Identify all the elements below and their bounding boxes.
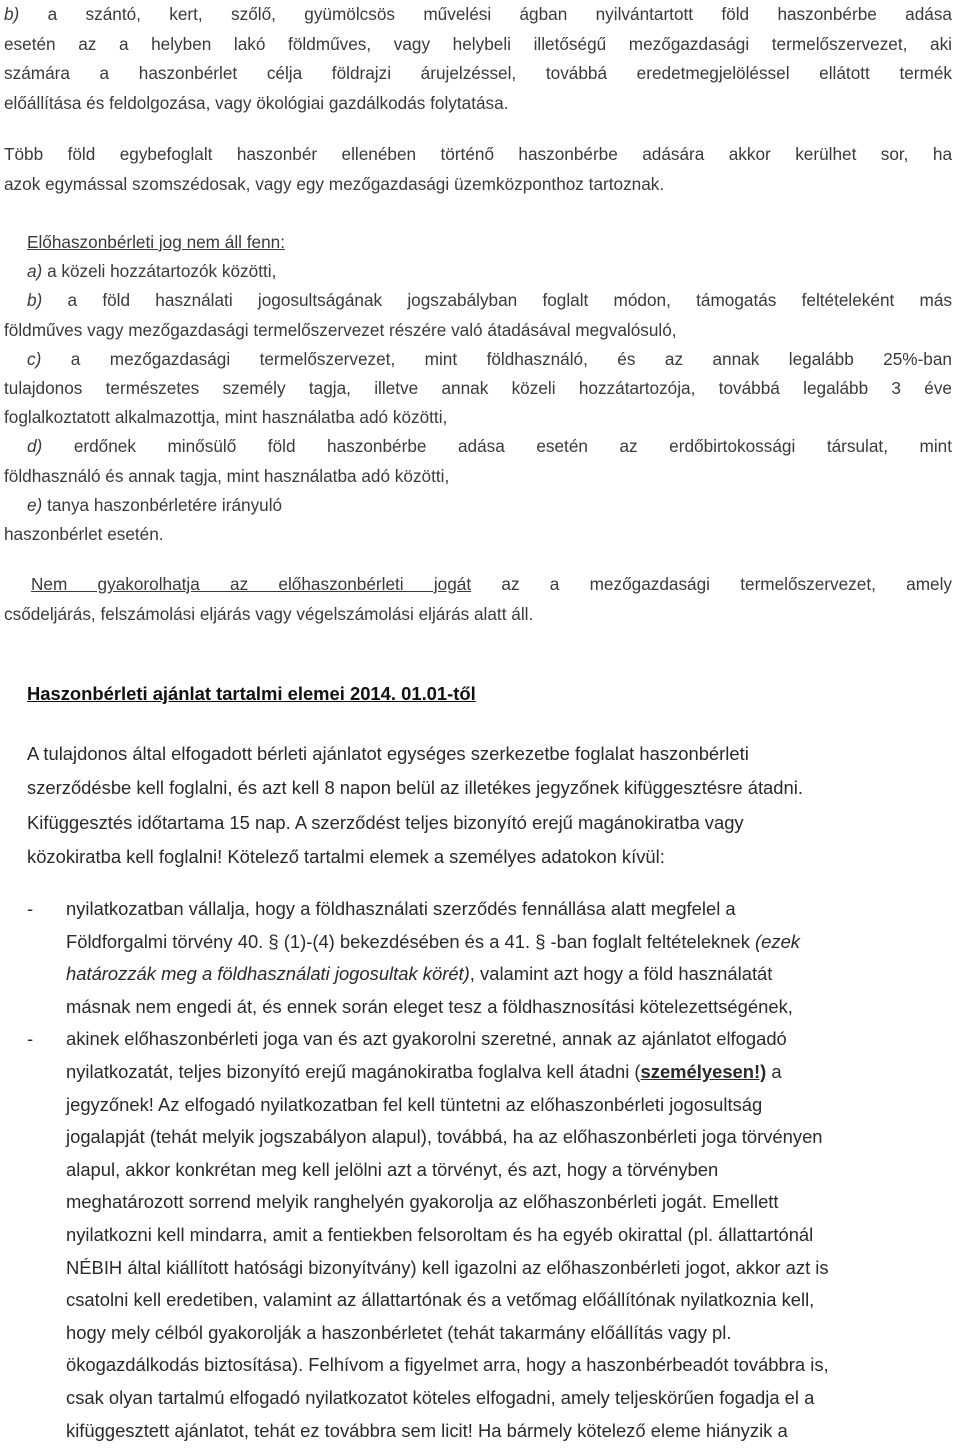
paragraph-line: foglalkoztatott alkalmazottja, mint használatba adó közötti, [4, 407, 448, 428]
paragraph-multiple-land [4, 140, 952, 199]
list-label: a) [27, 261, 43, 282]
list-item [27, 893, 957, 1023]
paragraph-line: Kifüggesztés időtartama 15 nap. A szerződést teljes bizonyító erejű magánokiratba vagy [27, 811, 744, 833]
list-line: kifüggesztett ajánlatot, tehát ez továbbra sem licit! Ha bármely kötelező eleme hiányzik a [66, 1419, 788, 1441]
paragraph-line: azok egymással szomszédosak, vagy egy mezőgazdasági üzemközponthoz tartoznak. [4, 173, 665, 194]
list-item [27, 1023, 957, 1447]
list-line: csatolni kell eredetiben, valamint az állattartónak és a vetőmag előállítónak nyilatkoznia kell, [66, 1289, 815, 1311]
paragraph-line: földhasználó és annak tagja, mint használatba adó közötti, [4, 465, 450, 486]
exceptions-section [4, 228, 952, 549]
paragraph-line: Több föld egybefoglalt haszonbér ellenében történő haszonbérbe adására akkor kerülhet sor, ha [4, 144, 952, 164]
dash-bullet: - [27, 1028, 34, 1050]
paragraph-line: csődeljárás, felszámolási eljárás vagy végelszámolási eljárás alatt áll. [4, 603, 534, 624]
list-line: jogalapját (tehát melyik jogszabályon alapul), továbbá, ha az előhaszonbérleti joga törvényen [66, 1126, 823, 1148]
list-line: jegyzőnek! Az elfogadó nyilatkozatban fel kell tüntetni az előhaszonbérleti jogosultság [66, 1093, 763, 1115]
exception-b [4, 286, 952, 315]
text-span: Földforgalmi törvény 40. § (1)-(4) bekezdésében és a 41. § -ban foglalt feltételeknek [66, 930, 756, 952]
list-line [66, 1056, 957, 1089]
paragraph-line: földműves vagy mezőgazdasági termelőszervezet részére való átadásával megvalósuló, [4, 319, 677, 340]
exception-d [4, 432, 952, 461]
text-span: tanya haszonbérletére irányuló [42, 494, 283, 515]
paragraph-line: haszonbérlet esetén. [4, 524, 164, 545]
text-span: erdőnek minősülő föld haszonbérbe adása esetén az erdőbirtokossági társulat, mint [42, 436, 952, 457]
paragraph-line: esetén az a helyben lakó földműves, vagy helybeli illetőségű mezőgazdasági termelőszervezet, aki [4, 33, 952, 54]
list-line [66, 958, 957, 991]
list-label: e) [27, 494, 43, 515]
text-span: a [766, 1060, 782, 1082]
section-title: Előhaszonbérleti jog nem áll fenn: [27, 232, 285, 252]
list-line: nyilatkozni kell mindarra, amit a fentiekben felsoroltam és ha egyéb okirattal (pl. állattartónál [66, 1223, 814, 1245]
paragraph-line [4, 0, 952, 30]
list-line: NÉBIH által kiállított hatósági bizonyítvány) kell igazolni az előhaszonbérleti jogot, akkor azt is [66, 1256, 829, 1278]
italic-text: (ezek [755, 930, 800, 952]
paragraph-line: A tulajdonos által elfogadott bérleti ajánlatot egységes szerkezetbe foglalat haszonbérleti [27, 743, 749, 764]
paragraph-line [4, 570, 952, 600]
paragraph-b [4, 0, 952, 118]
list-line: ökogazdálkodás biztosítása). Felhívom a figyelmet arra, hogy a haszonbérbeadót továbbra is, [66, 1354, 829, 1376]
paragraph-not-exercisable [4, 570, 952, 629]
paragraph-line: számára a haszonbérlet célja földrajzi árujelzéssel, továbbá eredetmegjelöléssel ellátott termék [4, 63, 952, 83]
list-line: akinek előhaszonbérleti joga van és azt gyakorolni szeretné, annak az ajánlatot elfogadó [66, 1028, 787, 1050]
list-label: b) [27, 290, 43, 311]
list-label: d) [27, 436, 43, 457]
exception-c [4, 345, 952, 374]
text-span: a szántó, kert, szőlő, gyümölcsös művelési ágban nyilvántartott föld haszonbérbe adása [19, 4, 952, 24]
text-span: a föld használati jogosultságának jogszabályban foglalt módon, támogatás feltételeként más [42, 290, 952, 311]
italic-text: határozzák meg a földhasználati jogosultak körét) [66, 963, 470, 985]
list-label: c) [27, 348, 42, 369]
paragraph-line: előállítása és feldolgozása, vagy ökológiai gazdálkodás folytatása. [4, 92, 509, 113]
list-label: b) [4, 4, 20, 24]
paragraph-line: közokiratba kell foglalni! Kötelező tartalmi elemek a személyes adatokon kívül: [27, 845, 665, 867]
list-line [66, 926, 957, 959]
list-line: nyilatkozatban vállalja, hogy a földhasználati szerződés fennállása alatt megfelel a [66, 898, 736, 919]
text-span: , valamint azt hogy a föld használatát [469, 963, 773, 985]
text-span: az a mezőgazdasági termelőszervezet, amely [471, 574, 952, 594]
requirements-list [27, 893, 957, 1447]
bold-underlined-text: személyesen!) [640, 1060, 767, 1082]
list-line: meghatározott sorrend melyik ranghelyén gyakorolja az előhaszonbérleti jogát. Emellett [66, 1191, 779, 1213]
list-line: alapul, akkor konkrétan meg kell jelölni azt a törvényt, és azt, hogy a törvényben [66, 1158, 719, 1180]
exception-e [4, 491, 952, 520]
exception-a [4, 257, 952, 286]
list-line: csak olyan tartalmú elfogadó nyilatkozatot köteles elfogadni, amely teljeskörűen fogadja el a [66, 1386, 815, 1408]
paragraph-line: tulajdonos természetes személy tagja, illetve annak közeli hozzátartozója, továbbá legalább 3 éve [4, 378, 952, 399]
underlined-text: Nem gyakorolhatja az előhaszonbérleti jogát [31, 574, 472, 594]
paragraph-line: szerződésbe kell foglalni, és azt kell 8 napon belül az illetékes jegyzőnek kifüggesztésre átadni. [27, 777, 803, 799]
list-line: másnak nem engedi át, és ennek során eleget tesz a földhasznosítási kötelezettségének, [66, 995, 793, 1017]
paragraph-offer [27, 737, 947, 874]
text-span: a mezőgazdasági termelőszervezet, mint földhasználó, és az annak legalább 25%-ban [41, 348, 952, 369]
section-heading: Haszonbérleti ajánlat tartalmi elemei 2014. 01.01-től [27, 683, 476, 704]
list-line: hogy mely célból gyakorolják a haszonbérletet (tehát takarmány előállítás vagy pl. [66, 1321, 732, 1343]
text-span: a közeli hozzátartozók közötti, [42, 261, 277, 282]
text-span: nyilatkozatát, teljes bizonyító erejű magánokiratba foglalva kell átadni ( [66, 1060, 641, 1082]
dash-bullet: - [27, 898, 34, 919]
